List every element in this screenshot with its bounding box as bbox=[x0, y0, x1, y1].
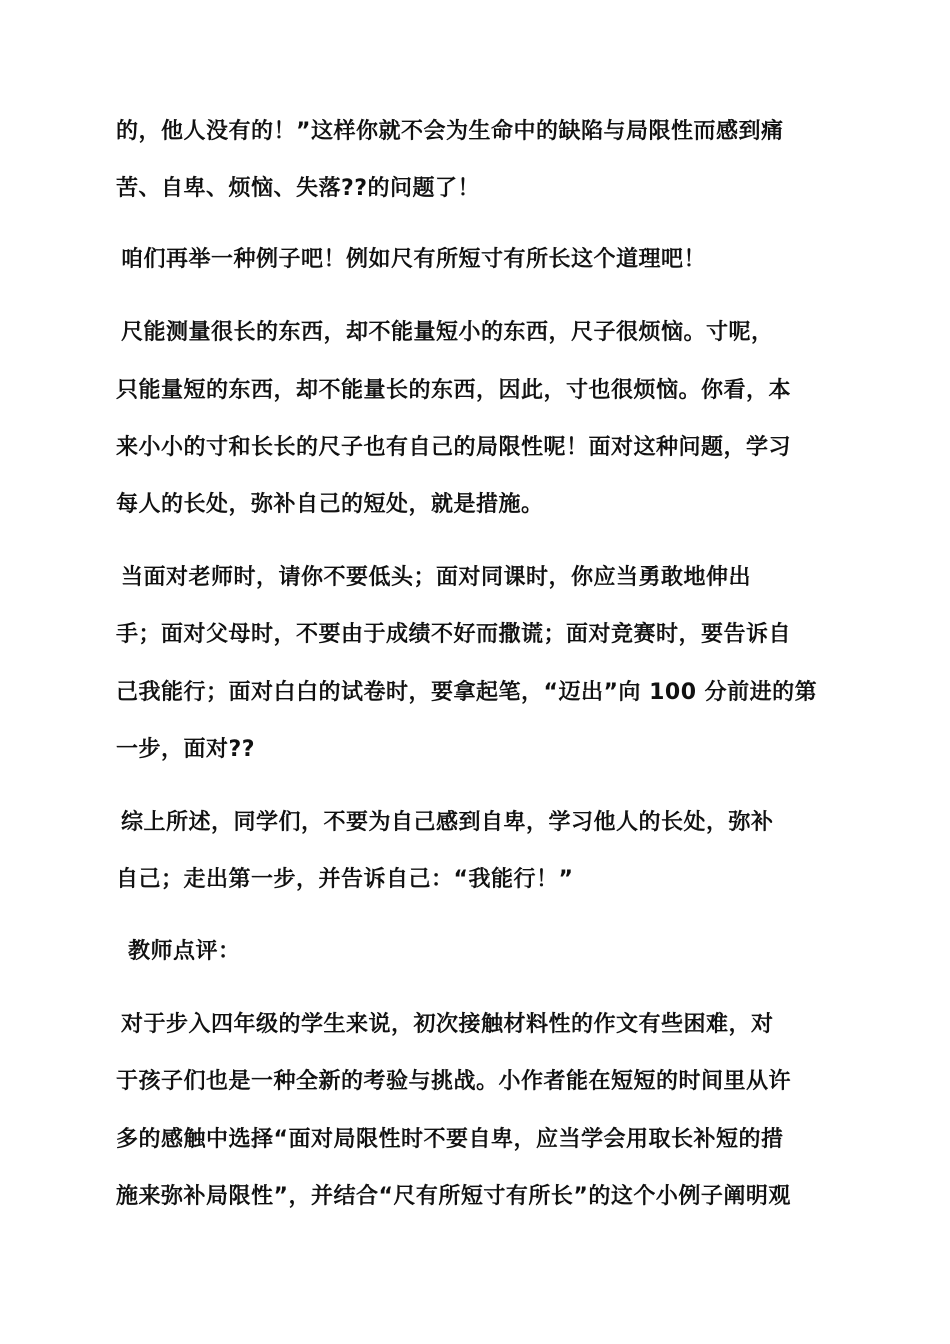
paragraph-line: 当面对老师时，请你不要低头；面对同课时，你应当勇敢地伸出 bbox=[121, 565, 752, 590]
paragraph-line: 一步，面对?? bbox=[116, 737, 256, 762]
paragraph-line: 综上所述，同学们，不要为自己感到自卑，学习他人的长处，弥补 bbox=[121, 810, 774, 835]
paragraph-line: 对于步入四年级的学生来说，初次接触材料性的作文有些困难，对 bbox=[121, 1012, 774, 1037]
paragraph-line: 施来弥补局限性”，并结合“尺有所短寸有所长”的这个小例子阐明观 bbox=[116, 1184, 791, 1209]
paragraph-line: 的，他人没有的！”这样你就不会为生命中的缺陷与局限性而感到痛 bbox=[116, 119, 784, 144]
paragraph-line: 每人的长处，弥补自己的短处，就是措施。 bbox=[116, 492, 544, 517]
paragraph-line: 只能量短的东西，却不能量长的东西，因此，寸也很烦恼。你看，本 bbox=[116, 378, 792, 403]
paragraph-line: 自己；走出第一步，并告诉自己：“我能行！” bbox=[116, 867, 574, 892]
paragraph-line: 来小小的寸和长长的尺子也有自己的局限性呢！面对这种问题，学习 bbox=[116, 435, 792, 460]
paragraph-line: 咱们再举一种例子吧！例如尺有所短寸有所长这个道理吧！ bbox=[121, 247, 707, 272]
paragraph-line: 手；面对父母时，不要由于成绩不好而撒谎；面对竞赛时，要告诉自 bbox=[116, 622, 792, 647]
paragraph-line: 己我能行；面对白白的试卷时，要拿起笔，“迈出”向 100 分前进的第 bbox=[116, 680, 818, 705]
paragraph-line: 苦、自卑、烦恼、失落??的问题了！ bbox=[116, 176, 481, 201]
paragraph-line: 多的感触中选择“面对局限性时不要自卑，应当学会用取长补短的措 bbox=[116, 1127, 784, 1152]
paragraph-line: 尺能测量很长的东西，却不能量短小的东西，尺子很烦恼。寸呢， bbox=[121, 320, 774, 345]
paragraph-line: 于孩子们也是一种全新的考验与挑战。小作者能在短短的时间里从许 bbox=[116, 1069, 792, 1094]
section-heading: 教师点评： bbox=[128, 939, 241, 964]
